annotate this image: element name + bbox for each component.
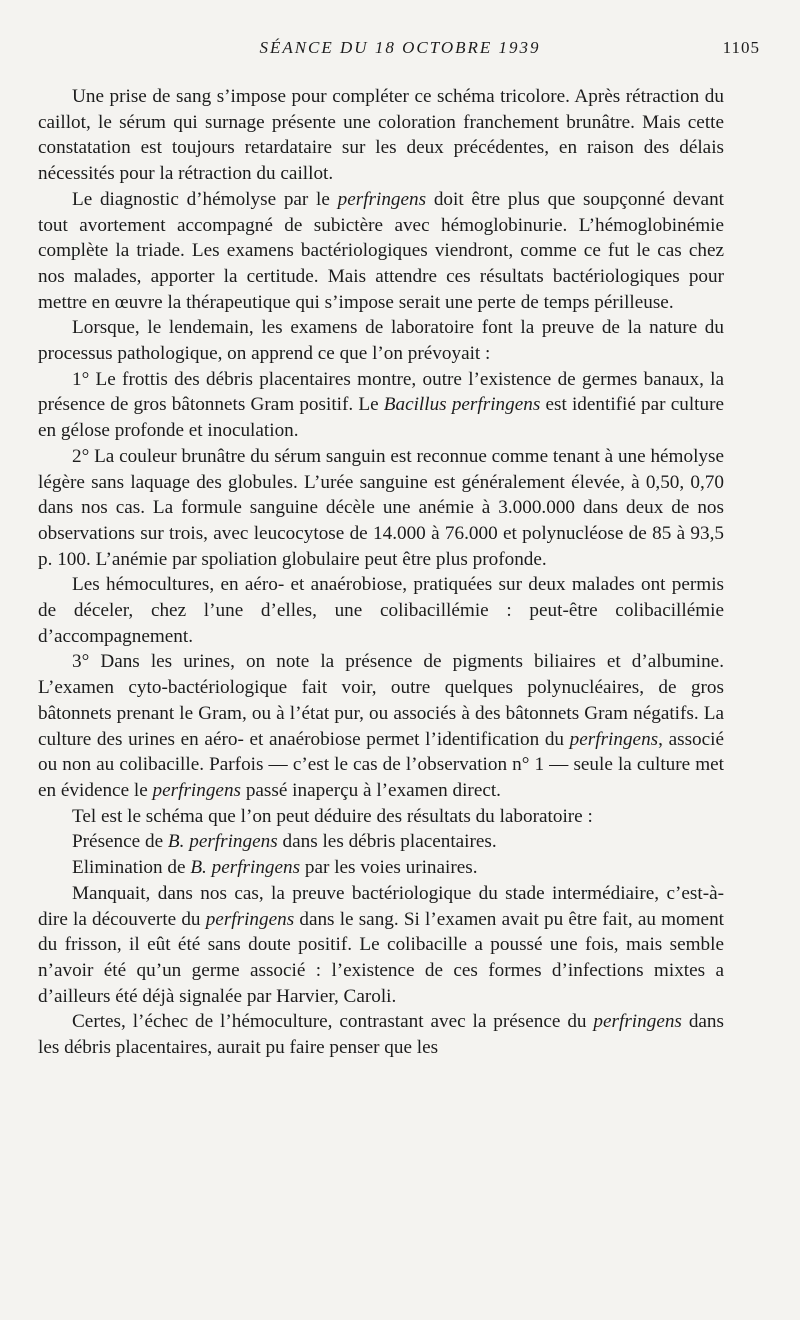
italic-term: perfringens <box>593 1011 682 1033</box>
paragraph <box>38 444 724 573</box>
text-run: est identifié par culture en gélose profonde et inoculation. <box>38 394 724 442</box>
paragraph <box>38 804 724 830</box>
running-header <box>40 38 760 62</box>
italic-term: perfringens <box>569 728 659 750</box>
italic-term: perfringens <box>205 908 295 930</box>
text-run: doit être plus que soupçonné devant tout avortement accompagné de subictère avec hémoglobinurie. L’hémoglobinémie complète la triade. Les examens bactériologiques viendront, comme ce fut le cas chez nos malades, apporter la certitude. Mais attendre ces résultats bactériologiques pour mettre en œuvre la thérapeutique qui s’impose serait une perte de temps périlleuse. <box>38 188 724 313</box>
italic-term: perfringens <box>152 779 242 801</box>
text-run: Lorsque, le lendemain, les examens de laboratoire font la preuve de la nature du processus pathologique, on apprend ce que l’on prévoyait : <box>38 317 724 365</box>
text-run: 2° La couleur brunâtre du sérum sanguin est reconnue comme tenant à une hémolyse légère sans laquage des globules. L’urée sanguine est généralement élevée, à 0,50, 0,70 dans nos cas. La formule sanguine décèle une anémie à 3.000.000 dans deux de nos observations sur trois, avec leucocytose de 14.000 à 76.000 et polynucléose de 85 à 93,5 p. 100. L’anémie par spoliation globulaire peut être plus profonde. <box>38 445 724 570</box>
paragraph <box>38 315 724 366</box>
text-run: dans les débris placentaires. <box>277 831 497 853</box>
paragraph <box>38 367 724 444</box>
text-run: , associé ou non au colibacille. Parfois — c’est le cas de l’observation n° 1 — seule la culture met en évidence le <box>38 728 724 801</box>
text-run: Certes, l’échec de l’hémoculture, contrastant avec la présence du <box>72 1011 594 1033</box>
italic-term: perfringens <box>337 188 427 210</box>
paragraph <box>38 855 724 881</box>
text-run: 1° Le frottis des débris placentaires montre, outre l’existence de germes banaux, la présence de gros bâtonnets Gram positif. Le <box>38 368 724 416</box>
text-run: Tel est le schéma que l’on peut déduire des résultats du laboratoire : <box>72 805 593 827</box>
italic-term: B. perfringens <box>190 857 301 879</box>
header-title: SÉANCE DU 18 OCTOBRE 1939 <box>259 38 541 57</box>
text-run: Les hémocultures, en aéro- et anaérobiose, pratiquées sur deux malades ont permis de déceler, chez l’une d’elles, une colibacillémie : peut-être colibacillémie d’accompagnement. <box>38 574 724 647</box>
text-run: dans le sang. Si l’examen avait pu être fait, au moment du frisson, il eût été sans doute positif. Le colibacille a poussé une fois, mais semble n’avoir été qu’un germe associé : l’existence de ces formes d’infections mixtes a d’ailleurs été déjà signalée par Harvier, Caroli. <box>38 908 724 1007</box>
text-run: Manquait, dans nos cas, la preuve bactériologique du stade intermédiaire, c’est-à-dire la découverte du <box>38 882 724 930</box>
paragraph <box>38 881 724 1010</box>
text-run: par les voies urinaires. <box>300 857 478 879</box>
text-run: Elimination de <box>72 857 191 879</box>
body-text <box>38 84 724 1061</box>
text-run: passé inaperçu à l’examen direct. <box>241 779 501 801</box>
paragraph <box>38 84 724 187</box>
italic-term: B. perfringens <box>167 831 278 853</box>
paragraph <box>38 572 724 649</box>
text-run: Présence de <box>72 831 168 853</box>
text-run: Une prise de sang s’impose pour compléter ce schéma tricolore. Après rétraction du caillot, le sérum qui surnage présente une coloration franchement brunâtre. Mais cette constatation est toujours retardataire sur les deux précédentes, en raison des délais nécessités pour la rétraction du caillot. <box>38 86 724 185</box>
paragraph <box>38 1009 724 1060</box>
page-number: 1105 <box>722 38 760 57</box>
paragraph <box>38 649 724 803</box>
paragraph <box>38 187 724 316</box>
text-run: 3° Dans les urines, on note la présence de pigments biliaires et d’albumine. L’examen cyto-bactériologique fait voir, outre quelques polynucléaires, de gros bâtonnets prenant le Gram, ou à l’état pur, ou associés à des bâtonnets Gram négatifs. La culture des urines en aéro- et anaérobiose permet l’identification du <box>38 651 724 750</box>
text-run: Le diagnostic d’hémolyse par le <box>72 188 338 210</box>
text-run: dans les débris placentaires, aurait pu faire penser que les <box>38 1011 724 1059</box>
italic-term: Bacillus perfringens <box>383 394 541 416</box>
paragraph <box>38 829 724 855</box>
